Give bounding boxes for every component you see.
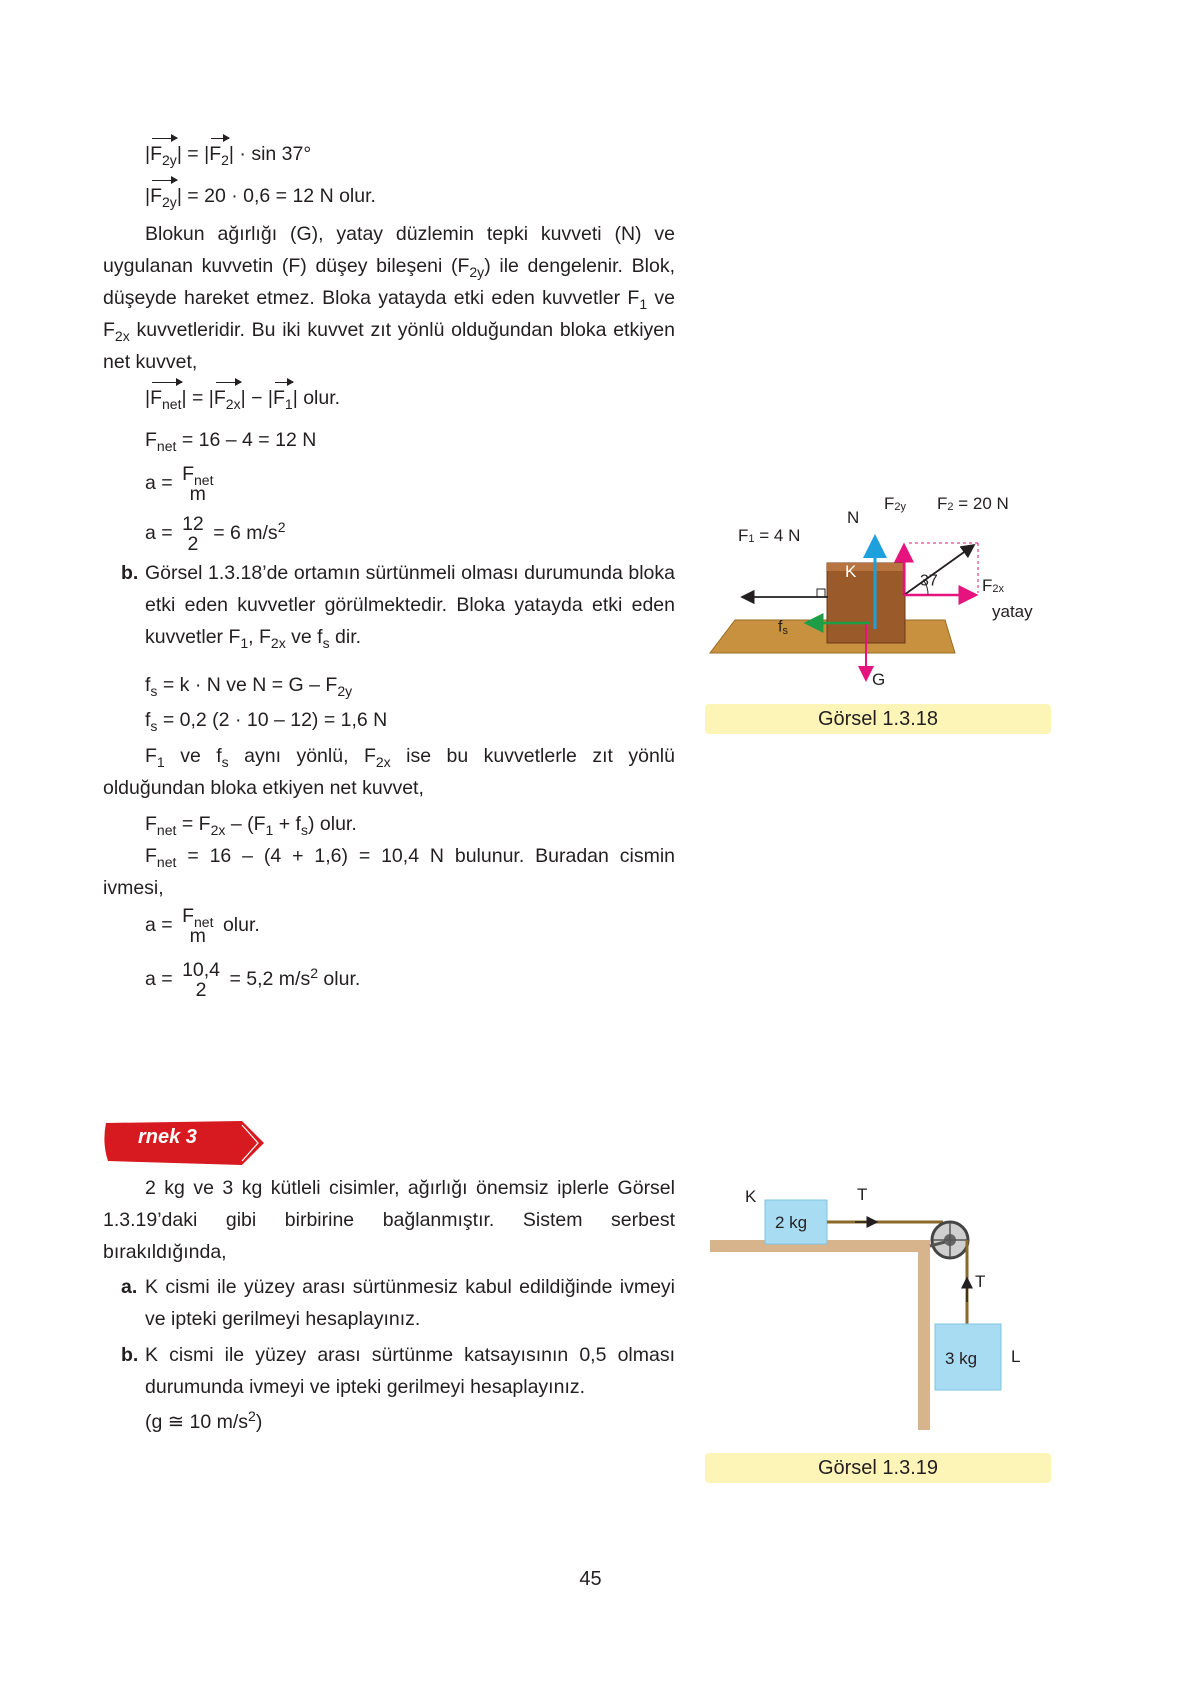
page-number: 45	[579, 1568, 602, 1590]
example-part-b-label: b.	[121, 1344, 139, 1366]
label-F2x: $F_{2x}$	[982, 576, 1005, 596]
paragraph-fnet-result: $F_{net} = 16 - (4 + 1,6) = 10,4$ N bulunur. Buradan cismin ivmesi,	[103, 845, 675, 899]
eq-acceleration-formula: a = $F_{net}$ m	[145, 463, 214, 505]
caption-figure-1-3-18: Görsel 1.3.18	[705, 704, 1051, 734]
label-F2: $F_2 = 20$ N	[937, 494, 1009, 514]
eq-friction-def: $f_s = k \cdot N$ ve $N = G - F_{2y}$	[145, 674, 353, 699]
example-part-a-label: a.	[121, 1276, 138, 1298]
label-yatay: yatay	[992, 602, 1033, 621]
f2-arrow	[904, 545, 974, 595]
part-b-label: b.	[121, 562, 139, 584]
label-F2y: $F_{2y}$	[884, 494, 907, 514]
part-b-paragraph: b. Görsel 1.3.18’de ortamın sürtünmeli olması durumunda bloka etki eden kuvvetler görülmektedir. Bloka yatayda etki eden kuvvetler $F_1$, $F_{2x}$ ve $f_s$ dir.	[145, 557, 675, 653]
example-part-b: b. K cismi ile yüzey arası sürtünme katsayısının 0,5 olması durumunda ivmeyi ve ipteki gerilmeyi hesaplayınız.	[145, 1339, 675, 1403]
eq-acceleration-value: a = 12 2 = 6 $m/s^2$	[145, 513, 286, 555]
eq-fnet-value: $F_{net} = 16 - 4 = 12$ N	[145, 429, 317, 454]
example-intro: 2 kg ve 3 kg kütleli cisimler, ağırlığı önemsiz iplerle Görsel 1.3.19’daki gibi birbirine bağlanmıştır. Sistem serbest bırakıldığında,	[103, 1177, 675, 1263]
label-K: K	[845, 562, 857, 581]
label-T-horizontal: T	[857, 1185, 868, 1204]
paragraph-direction: $F_1$ ve $f_s$ aynı yönlü, $F_{2x}$ ise bu kuvvetlerle zıt yönlü olduğundan bloka etkiyen net kuvvet,	[103, 745, 675, 799]
eq-f2y-value: $|F_{2y}| = 20 \cdot 0,6 = 12$ N olur.	[145, 185, 376, 210]
figure-1-3-18	[700, 494, 1060, 705]
eq-fnet-friction: $F_{net} = F_{2x} - (F_1 + f_s)$ olur.	[145, 813, 357, 838]
figure-1-3-19	[705, 1180, 1045, 1440]
label-N: N	[847, 508, 860, 527]
example-title: rnek 3	[138, 1126, 197, 1148]
label-L: L	[1011, 1347, 1021, 1366]
caption-figure-1-3-19: Görsel 1.3.19	[705, 1453, 1051, 1483]
label-G: G	[872, 670, 886, 689]
label-fs: $f_s$	[778, 618, 788, 638]
eq-fnet-abs: $|F_{net}| = |F_{2x}| - |F_1|$ olur.	[145, 387, 341, 412]
label-T-vertical: T	[975, 1272, 986, 1291]
example-part-a: a. K cismi ile yüzey arası sürtünmesiz kabul edildiğinde ivmeyi ve ipteki gerilmeyi hesaplayınız.	[145, 1271, 675, 1335]
label-F1: $F_1 = 4$ N	[738, 526, 801, 546]
label-angle: 37	[920, 572, 938, 590]
eq-friction-value: $f_s = 0,2$ (2 · 10 – 12) = 1,6 N	[145, 709, 388, 734]
eq-acceleration2-value: a = 10,4 2 = 5,2 $m/s^2$ olur.	[145, 959, 361, 1001]
label-3kg: 3 kg	[945, 1349, 978, 1368]
label-K: K	[745, 1187, 757, 1206]
eq-acceleration2-formula: a = $F_{net}$ m olur.	[145, 905, 260, 947]
gravity-note: (g ≅ 10 $m/s^2$)	[145, 1407, 263, 1433]
table-leg	[918, 1240, 930, 1430]
paragraph-equilibrium: Blokun ağırlığı (G), yatay düzlemin tepki kuvveti (N) ve uygulanan kuvvetin (F) düşey bileşeni $(F_{2y})$ ile dengelenir. Blok, düşeyde hareket etmez. Bloka yatayda etki eden kuvvetler $F_1$ ve $F_{2x}$ kuvvetleridir. Bu iki kuvvet zıt yönlü olduğundan bloka etkiyen net kuvvet,	[103, 223, 676, 373]
eq-f2y-def: $|F_{2y}| = |F_2| \cdot \sin 37^\circ$	[145, 143, 312, 168]
label-2kg: 2 kg	[775, 1213, 808, 1232]
